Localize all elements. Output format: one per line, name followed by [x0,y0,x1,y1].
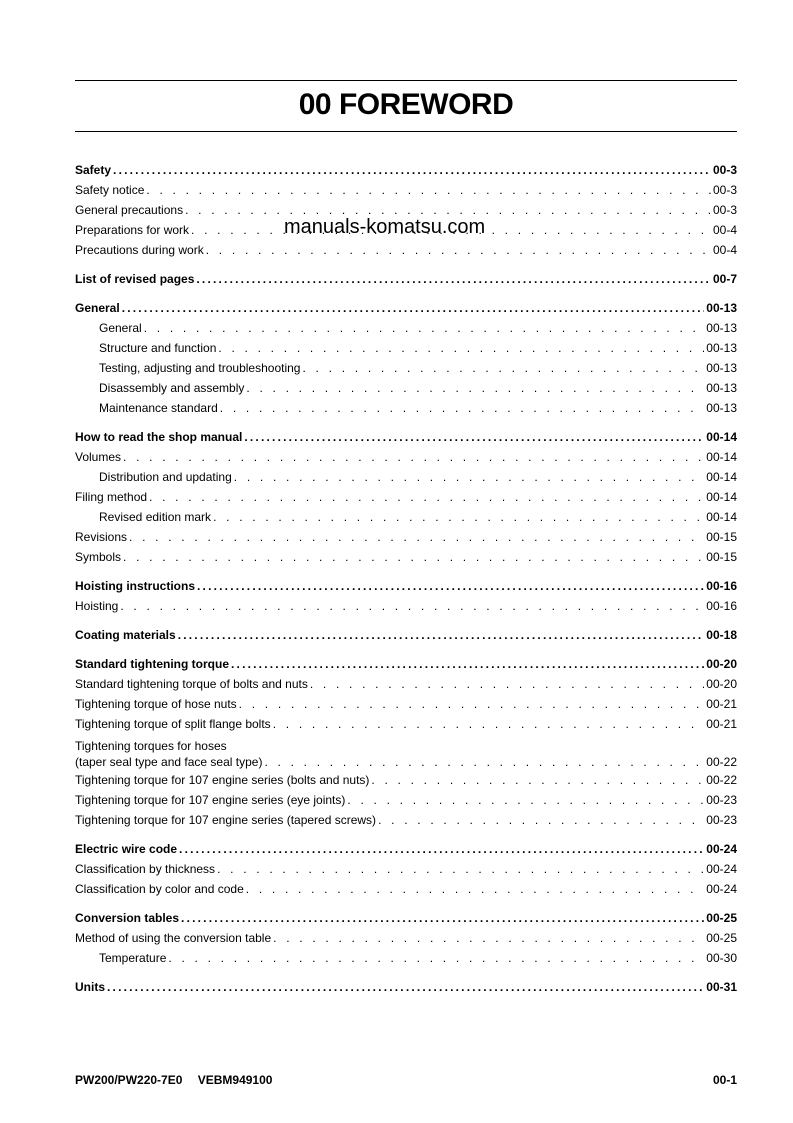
toc-entry-label: Safety notice [75,183,145,197]
toc-entry-label: Classification by thickness [75,862,216,876]
toc-entry-label: Maintenance standard [99,401,218,415]
toc-entry-page: 00-31 [706,980,737,994]
toc-entry[interactable] [75,734,737,770]
toc-leader-dots [196,269,711,289]
toc-entry-label: Method of using the conversion table [75,931,272,945]
toc-entry-page: 00-22 [706,755,737,769]
toc-entry-page: 00-13 [706,401,737,415]
toc-leader-dots [244,427,704,447]
toc-entry-label: Tightening torques for hoses (taper seal type and face seal type) [75,739,263,769]
toc-entry-label: General [99,321,142,335]
toc-entry[interactable] [75,674,737,694]
toc-entry-label: Symbols [75,550,122,564]
toc-entry[interactable] [75,790,737,810]
toc-entry[interactable] [75,810,737,830]
toc-leader-dots [218,338,704,358]
toc-leader-dots [234,467,705,487]
toc-leader-dots [146,180,711,200]
toc-leader-dots [264,754,704,770]
toc-entry[interactable] [75,527,737,547]
toc-entry-label: Hoisting instructions [75,579,195,593]
toc-leader-dots [371,770,704,790]
toc-entry-label: Tightening torque for 107 engine series (eye joints) [75,793,346,807]
toc-entry-page: 00-21 [706,697,737,711]
toc-entry-page: 00-13 [706,381,737,395]
toc-entry-page: 00-3 [712,203,737,217]
toc-entry-label: Distribution and updating [99,470,232,484]
toc-entry-label: Conversion tables [75,911,180,925]
toc-entry-label: General precautions [75,203,184,217]
toc-entry-label: Testing, adjusting and troubleshooting [99,361,301,375]
toc-entry-page: 00-4 [712,223,737,237]
toc-entry-page: 00-23 [706,793,737,807]
toc-entry-page: 00-21 [706,717,737,731]
toc-leader-dots [273,714,705,734]
toc-leader-dots [122,298,705,318]
toc-entry[interactable] [75,180,737,200]
toc-entry-page: 00-24 [706,882,737,896]
toc-entry[interactable] [75,318,737,338]
toc-leader-dots [206,240,711,260]
toc-entry[interactable] [75,160,737,180]
toc-entry-label: Disassembly and assembly [99,381,245,395]
watermark-text: manuals-komatsu.com [284,216,486,238]
toc-entry[interactable] [75,338,737,358]
toc-entry[interactable] [75,694,737,714]
toc-entry-label: Standard tightening torque [75,657,229,671]
toc-entry-page: 00-15 [706,550,737,564]
toc-leader-dots [273,928,704,948]
toc-leader-dots [310,674,704,694]
toc-entry[interactable] [75,240,737,260]
toc-entry[interactable] [75,576,737,596]
toc-leader-dots [120,596,704,616]
toc-leader-dots [197,576,704,596]
toc-leader-dots [129,527,704,547]
toc-entry-page: 00-16 [706,599,737,613]
toc-entry[interactable] [75,839,737,859]
toc-entry-label: Tightening torque for 107 engine series (tapered screws) [75,813,377,827]
toc-entry-label: Tightening torque for 107 engine series (bolts and nuts) [75,773,370,787]
toc-entry-page: 00-13 [706,341,737,355]
toc-entry-page: 00-22 [706,773,737,787]
toc-entry-label: List of revised pages [75,272,195,286]
toc-entry-label: Hoisting [75,599,119,613]
toc-entry[interactable] [75,507,737,527]
footer-doc-code: VEBM949100 [197,1073,273,1087]
toc-entry[interactable] [75,269,737,289]
toc-entry-page: 00-4 [712,243,737,257]
toc-leader-dots [231,654,704,674]
page-title: 00 FOREWORD [298,88,514,121]
toc-entry-page: 00-13 [706,361,737,375]
table-of-contents [75,160,737,997]
toc-leader-dots [378,810,704,830]
toc-entry[interactable] [75,948,737,968]
toc-leader-dots [217,859,704,879]
toc-entry[interactable] [75,625,737,645]
toc-entry[interactable] [75,770,737,790]
toc-entry[interactable] [75,654,737,674]
toc-leader-dots [347,790,704,810]
toc-entry-label: How to read the shop manual [75,430,243,444]
toc-entry[interactable] [75,358,737,378]
toc-leader-dots [220,398,705,418]
toc-leader-dots [246,378,704,398]
toc-entry[interactable] [75,487,737,507]
toc-leader-dots [107,977,704,997]
toc-entry-label: Safety [75,163,112,177]
toc-entry-label: Revisions [75,530,128,544]
toc-leader-dots [113,160,711,180]
toc-entry[interactable] [75,398,737,418]
toc-entry-label: Electric wire code [75,842,178,856]
toc-entry-label: Standard tightening torque of bolts and nuts [75,677,308,691]
toc-entry-label: Coating materials [75,628,176,642]
toc-entry-label: Preparations for work [75,223,190,237]
toc-leader-dots [213,507,704,527]
toc-entry-page: 00-13 [706,301,737,315]
toc-entry-page: 00-13 [706,321,737,335]
toc-entry[interactable] [75,378,737,398]
toc-entry-label: Classification by color and code [75,882,244,896]
toc-entry-page: 00-14 [706,510,737,524]
toc-entry[interactable] [75,879,737,899]
toc-entry-page: 00-14 [706,470,737,484]
footer-page-number: 00-1 [712,1073,737,1087]
toc-entry-label: Tightening torque of hose nuts [75,697,237,711]
toc-entry[interactable] [75,596,737,616]
toc-leader-dots [246,879,705,899]
toc-leader-dots [123,447,704,467]
toc-entry-page: 00-14 [706,450,737,464]
toc-leader-dots [168,948,704,968]
toc-entry-label: Structure and function [99,341,217,355]
toc-entry[interactable] [75,298,737,318]
toc-leader-dots [302,358,704,378]
title-bottom-rule [75,131,737,132]
toc-entry-label: Revised edition mark [99,510,212,524]
toc-entry[interactable] [75,928,737,948]
toc-leader-dots [181,908,704,928]
toc-entry[interactable] [75,714,737,734]
toc-entry-page: 00-14 [706,430,737,444]
toc-entry-label: Units [75,980,105,994]
toc-entry-page: 00-7 [712,272,737,286]
toc-entry-page: 00-23 [706,813,737,827]
toc-leader-dots [239,694,705,714]
toc-entry-page: 00-18 [706,628,737,642]
toc-entry-page: 00-14 [706,490,737,504]
toc-leader-dots [123,547,704,567]
toc-leader-dots [149,487,704,507]
toc-entry-page: 00-16 [706,579,737,593]
toc-entry-page: 00-15 [706,530,737,544]
toc-leader-dots [179,839,704,859]
toc-entry-page: 00-24 [706,862,737,876]
toc-entry-page: 00-30 [706,951,737,965]
toc-entry-label: Precautions during work [75,243,204,257]
toc-entry-page: 00-3 [712,163,737,177]
toc-entry-page: 00-25 [706,911,737,925]
toc-entry[interactable] [75,427,737,447]
title-top-rule [75,80,737,81]
toc-entry[interactable] [75,547,737,567]
footer-model: PW200/PW220-7E0 [75,1073,183,1087]
toc-leader-dots [178,625,705,645]
toc-entry-label: Tightening torque of split flange bolts [75,717,271,731]
toc-entry-page: 00-20 [706,657,737,671]
toc-entry[interactable] [75,447,737,467]
toc-entry[interactable] [75,859,737,879]
toc-entry-page: 00-25 [706,931,737,945]
toc-entry[interactable] [75,467,737,487]
toc-entry-page: 00-24 [706,842,737,856]
toc-entry-page: 00-3 [712,183,737,197]
toc-leader-dots [144,318,705,338]
footer-model-info [75,1073,284,1087]
toc-entry-label: Filing method [75,490,148,504]
toc-entry-page: 00-20 [706,677,737,691]
toc-entry[interactable] [75,977,737,997]
toc-entry-label: General [75,301,120,315]
toc-entry[interactable] [75,908,737,928]
toc-entry-label: Volumes [75,450,122,464]
toc-entry-label: Temperature [99,951,167,965]
